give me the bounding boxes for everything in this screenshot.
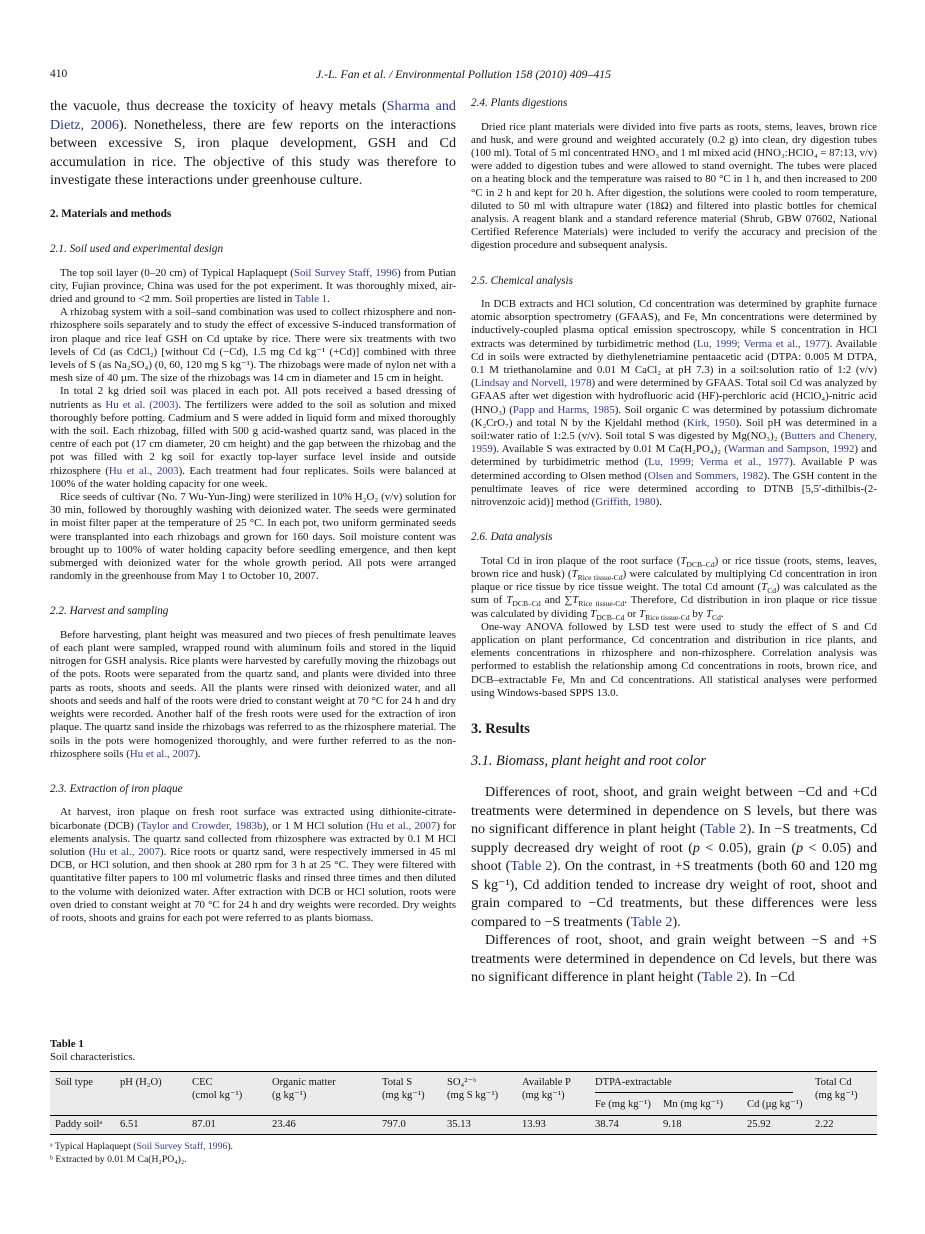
table-1-label: Table 1 <box>50 1038 84 1050</box>
citation-link[interactable]: Olsen and Sommers, 1982 <box>647 469 764 482</box>
subsection-heading-biomass: 3.1. Biomass, plant height and root color <box>471 753 706 770</box>
citation-link[interactable]: Lu, 1999; Verma et al., 1977 <box>648 456 790 469</box>
article-body <box>50 97 877 987</box>
citation-link[interactable]: Soil Survey Staff, 1996 <box>293 266 398 279</box>
table-footnotes <box>50 1140 877 1166</box>
citation-link[interactable]: Sharma and Dietz, 2006 <box>50 98 456 133</box>
table-1-block <box>50 1038 877 1166</box>
paragraph: The top soil layer (0–20 cm) of Typical Haplaquept (Soil Survey Staff, 1996) from Putian city, Fujian province, China was used for the pot experiment. It was thoroughly mixed, air-dried and ground to <2 mm. Soil properties are listed in Table 1. <box>50 266 456 305</box>
col-header-fe: Fe (mg kg⁻¹) <box>595 1098 651 1110</box>
cell-total-cd: 2.22 <box>810 1115 877 1135</box>
cell-mn: 9.18 <box>658 1115 742 1135</box>
col-header-organic-matter: Organic matter (g kg⁻¹) <box>272 1077 336 1101</box>
subsection-heading-data-analysis: 2.6. Data analysis <box>471 531 553 544</box>
paragraph: One-way ANOVA followed by LSD test were used to study the effect of S and Cd application on plant performance, Cd concentration and distribution in rice plants, and elements concentrations in rhizosphere and non-rhizosphere. Correlation analysis was performed to establish the relationship among Cd concentrations in roots, brown rice, and DCB–extractable Fe, Mn and Cd concentrations. All statistical analyses were performed using Windows-based SPPS 13.0. <box>471 620 877 699</box>
citation-link[interactable]: Table 2 <box>701 969 744 986</box>
cell-ph: 6.51 <box>115 1115 187 1135</box>
section-heading-materials-methods: 2. Materials and methods <box>50 207 172 220</box>
citation-link[interactable]: Hu et al., 2007 <box>129 747 195 760</box>
citation-link[interactable]: Table 2 <box>704 821 747 838</box>
col-header-total-s: Total S (mg kg⁻¹) <box>382 1077 425 1101</box>
citation-link[interactable]: Kirk, 1950 <box>686 416 736 429</box>
citation-link[interactable]: Taylor and Crowder, 1983b <box>140 819 263 832</box>
cell-organic-matter: 23.46 <box>267 1115 377 1135</box>
citation-link[interactable]: Lindsay and Norvell, 1978 <box>474 377 592 390</box>
paragraph: Differences of root, shoot, and grain weight between −Cd and +Cd treatments were determined in dependence on S levels, but there was no significant difference in plant height (Table 2). In −S treatments, Cd supply decreased dry weight of root (p < 0.05), grain (p < 0.05) and shoot (Table 2). On the contrast, in +S treatments (both 60 and 120 mg S kg⁻¹), Cd addition tended to increase dry weight of root, shoot and grain compared to −Cd treatments, but these differences were less compared to −S treatments (Table 2). <box>471 784 877 930</box>
paragraph: At harvest, iron plaque on fresh root surface was extracted using dithionite-citrate-bicarbonate (DCB) (Taylor and Crowder, 1983b), or 1 M HCl solution (Hu et al., 2007) for elements analysis. The quartz sand collected from rhizosphere was extracted by 0.1 M HCl solution (Hu et al., 2007). Rice roots or quartz sand, were respectively immersed in 45 ml DCB, or HCl solution, and then shook at 280 rpm for 3 h at 25 °C. They were filtered with quantitative filter papers to 100 ml volumetric flasks and rinsed three times and then diluted to the volume with deionized water. After extraction with DCB or HCl solution, roots were oven dried to constant weight at 70 °C for 24 h and dry weights were recorded. Dry weights of roots, shoots and grains for each pot were referred to as plants biomass. <box>50 806 456 925</box>
col-header-cec: CEC (cmol kg⁻¹) <box>192 1077 243 1101</box>
intro-paragraph: the vacuole, thus decrease the toxicity of heavy metals (Sharma and Dietz, 2006). Nonetheless, there are few reports on the interactions between excessive S, iron plaque development, GSH and Cd accumulation in rice. The objective of this study was therefore to investigate these interactions under greenhouse culture. <box>50 98 456 188</box>
cell-cec: 87.01 <box>187 1115 267 1135</box>
col-header-dtpa-group: DTPA-extractable <box>590 1072 810 1096</box>
citation-link[interactable]: Hu et al., 2003 <box>108 464 179 477</box>
page-number: 410 <box>50 68 68 80</box>
citation-link[interactable]: Papp and Harms, 1985 <box>512 403 615 416</box>
col-header-cd: Cd (µg kg⁻¹) <box>747 1098 803 1110</box>
paragraph: Before harvesting, plant height was measured and two pieces of fresh penultimate leaves of each plant were sampled, wrapped round with aluminum foils and stored in the liquid nitrogen for GSH analysis. Rice plants were harvested by carefully moving the rhizobags out of the pots. Roots were separated from the quartz sand, and plants were divided into three parts as roots, shoots and seeds. All the plants were rinsed with deionized water, and all shoots and seeds and half of the roots were dried to constant weight at 70 °C for 24 h and dry weights were recorded. Another half of the fresh roots were used for the extraction of iron plaque. The quartz sand inside the rhizobags was referred to as the rhizosphere material. The soils in the pots were homogenized thoroughly, and were further referred to as the non-rhizosphere soils (Hu et al., 2007). <box>50 628 457 760</box>
page-header <box>50 67 877 82</box>
paragraph: In total 2 kg dried soil was placed in each pot. All pots received a based dressing of nutrients as Hu et al. (2003). The fertilizers were added to the soil as solution and mixed thoroughly before potting. Cadmium and S were added in liquid form and mixed thoroughly with the soil. Each rhizobag, filled with 500 g acid-washed quartz sand, was placed in the centre of each pot (17 cm diameter, 20 cm height) and the gap between the rhizobag and the pot was filled with 2 kg soil for exactly top-layer surface level inside and outside rhizosphere (Hu et al., 2003). Each treatment had four replicates. Soils were balanced at 100% of the water holding capacity for one week. <box>50 385 457 490</box>
col-header-available-p: Available P (mg kg⁻¹) <box>522 1077 571 1101</box>
cell-available-p: 13.93 <box>517 1115 590 1135</box>
right-column <box>471 97 877 987</box>
col-header-soil-type: Soil type <box>55 1077 93 1088</box>
cell-so4: 35.13 <box>442 1115 517 1135</box>
citation-link[interactable]: Griffith, 1980 <box>595 496 656 509</box>
cell-total-s: 797.0 <box>377 1115 442 1135</box>
cell-fe: 38.74 <box>590 1115 658 1135</box>
citation-link[interactable]: Hu et al., 2007 <box>92 846 161 859</box>
citation-link[interactable]: Hu et al. (2003) <box>105 398 179 411</box>
subsection-heading-plants-digestions: 2.4. Plants digestions <box>471 97 568 109</box>
citation-link[interactable]: Hu et al., 2007 <box>370 819 437 832</box>
citation-link[interactable]: Lu, 1999; Verma et al., 1977 <box>696 337 827 350</box>
citation-link[interactable]: Table 2 <box>510 858 553 875</box>
citation-link[interactable]: Warman and Sampson, 1992 <box>727 443 855 456</box>
left-column <box>50 97 456 987</box>
citation-link[interactable]: ᵇ <box>473 1077 477 1088</box>
soil-characteristics-table <box>50 1071 877 1135</box>
table-row <box>50 1115 877 1135</box>
citation-link[interactable]: Table 1 <box>294 292 328 305</box>
col-header-total-cd: Total Cd (mg kg⁻¹) <box>815 1077 858 1101</box>
cell-soil-type: Paddy soilᵃ <box>50 1115 115 1135</box>
paragraph: Total Cd in iron plaque of the root surface $(T_{DCB-Cd})$ or rice tissue (roots, stems, leaves, brown rice and husk) $(T_{Rice tissue-Cd})$ were calculated by multiplying Cd concentration in iron plaque or rice tissue by rice tissue weight. The total Cd amount $(T_{Cd})$ was calculated as the sum of $T_{DCB-Cd}$ and $\sum T_{Rice tissue-Cd}$. Therefore, Cd distribution in iron plaque or rice tissue was calculated by dividing $T_{DCB-Cd}$ or $T_{Rice tissue-Cd}$ by $T_{Cd}$. <box>471 554 878 622</box>
running-head: J.-L. Fan et al. / Environmental Pollution 158 (2010) 409–415 <box>315 67 612 81</box>
col-header-mn: Mn (mg kg⁻¹) <box>663 1098 723 1110</box>
paragraph: Differences of root, shoot, and grain weight between −S and +S treatments were determined in dependence on Cd levels, but there was no significant difference in plant height (Table 2). In −Cd <box>471 932 877 986</box>
subsection-heading-chemical-analysis: 2.5. Chemical analysis <box>471 274 573 287</box>
citation-link[interactable]: Soil Survey Staff, 1996 <box>136 1141 228 1153</box>
footnote-a: ᵃ Typical Haplaquept (Soil Survey Staff, 1996). <box>50 1141 233 1153</box>
subsection-heading-harvest-sampling: 2.2. Harvest and sampling <box>50 605 169 618</box>
citation-link[interactable]: Table 2 <box>630 913 673 930</box>
col-header-so4: SO₄²⁻ᵇ (mg S kg⁻¹) <box>447 1077 499 1101</box>
cell-cd: 25.92 <box>742 1115 810 1135</box>
subsection-heading-soil-design: 2.1. Soil used and experimental design <box>50 243 224 255</box>
subsection-heading-iron-plaque: 2.3. Extraction of iron plaque <box>50 782 183 795</box>
col-header-ph: pH (H₂O) <box>120 1077 162 1088</box>
paragraph: In DCB extracts and HCl solution, Cd concentration was determined by graphite furnace atomic absorption spectrometry (GFAAS), and Fe, Mn concentrations were determined by inductively-coupled plasma optical emission spectroscopy, while S concentration in HCl extracts was determined by turbidimetric method (Lu, 1999; Verma et al., 1977). Available Cd in soils were extracted by diethylenetriamine pentaacetic acid (DTPA: 0.005 M DTPA, 0.1 M triethanolamine and 0.01 M CaCl₂ at pH 7.3) in a soil:solution ratio of 1:2 (v/v) (Lindsay and Norvell, 1978) and were determined by GFAAS. Total soil Cd was analyzed by GFAAS after wet digestion with hydrofluoric acid (HF)-perchloric acid (HClO₄)-nitric acid (HNO₃) (Papp and Harms, 1985). Soil organic C was determined by potassium dichromate (K₂CrO₇) and total N by the Kjeldahl method (Kirk, 1950). Soil pH was determined in a soil:water ratio of 1:2.5 (v/v). Soil total S was digested by Mg(NO₃)₂ (Butters and Chenery, 1959). Available S was extracted by 0.01 M Ca(H₂PO₄)₂ (Warman and Sampson, 1992) and determined by turbidimetric method (Lu, 1999; Verma et al., 1977). Available P was determined according to Olsen method (Olsen and Sommers, 1982). The GSH content in the penultimate leaves of rice were determined according to DTNB [5,5′-dithilbis-(2-nitrovenzoic acid)] method (Griffith, 1980). <box>471 298 878 509</box>
paragraph: A rhizobag system with a soil–sand combination was used to collect rhizosphere and non-rhizosphere soils separately and to study the effect of excessive S-induced transformation of iron plaque and rice leaf GSH on Cd uptake by rice. There were six treatments with two levels of Cd (as CdCl₂) [without Cd (−Cd), 1.5 mg Cd kg⁻¹ (+Cd)] combined with three levels of S (as Na₂SO₄) (0, 60, 120 mg S kg⁻¹). The rhizobags were made of nylon net with a mesh size of 40 µm. The size of the rhizobags was 14 cm in diameter and 15 cm in height. <box>50 306 456 385</box>
paragraph: Rice seeds of cultivar (No. 7 Wu-Yun-Jing) were sterilized in 10% H₂O₂ (v/v) solution for 30 min, followed by thoroughly washing with deionized water. The seeds were germinated in moist filter paper at the temperature of 25 °C. In each pot, two uniform germinated seeds were transplanted into each rhizobags and grown for 160 days. Soil moisture content was brought up to 100% of water holding capacity before seedling emergence, and then kept submerged with deionized water for the whole growth period. All pots were arranged randomly in the greenhouse from May 1 to October 10, 2007. <box>50 490 456 583</box>
paragraph: Dried rice plant materials were divided into five parts as roots, stems, leaves, brown rice and husk, and were ground and weighted accurately (0.2 g) into clean, dry digestion tubes (100 ml). Total of 5 ml concentrated HNO₃ and 1 ml mixed acid (HNO₃:HClO₄ = 87:13, v/v) were added to digestion tubes and were allowed to stand overnight. The tubes were placed on a heating block and the temperature was raised to 80 °C in 1 h, and then increased to 200 °C in 2 h and kept for 20 h. After digestion, the solutions were cooled to room temperature, diluted to 50 ml with ultrapure water (18Ω) and filtered into plastic bottles for chemical analysis. A reagent blank and a standard reference material (Shrub, GBW 07602, National Certified Reference Materials) were included to verify the accuracy and precision of the digestion procedure and subsequent analysis. <box>471 120 877 252</box>
footnote-b: ᵇ Extracted by 0.01 M Ca(H₂PO₄)₂. <box>50 1154 187 1166</box>
table-1-caption: Soil characteristics. <box>50 1051 136 1063</box>
citation-link[interactable]: Butters and Chenery, 1959 <box>471 430 878 456</box>
section-heading-results: 3. Results <box>471 721 530 738</box>
